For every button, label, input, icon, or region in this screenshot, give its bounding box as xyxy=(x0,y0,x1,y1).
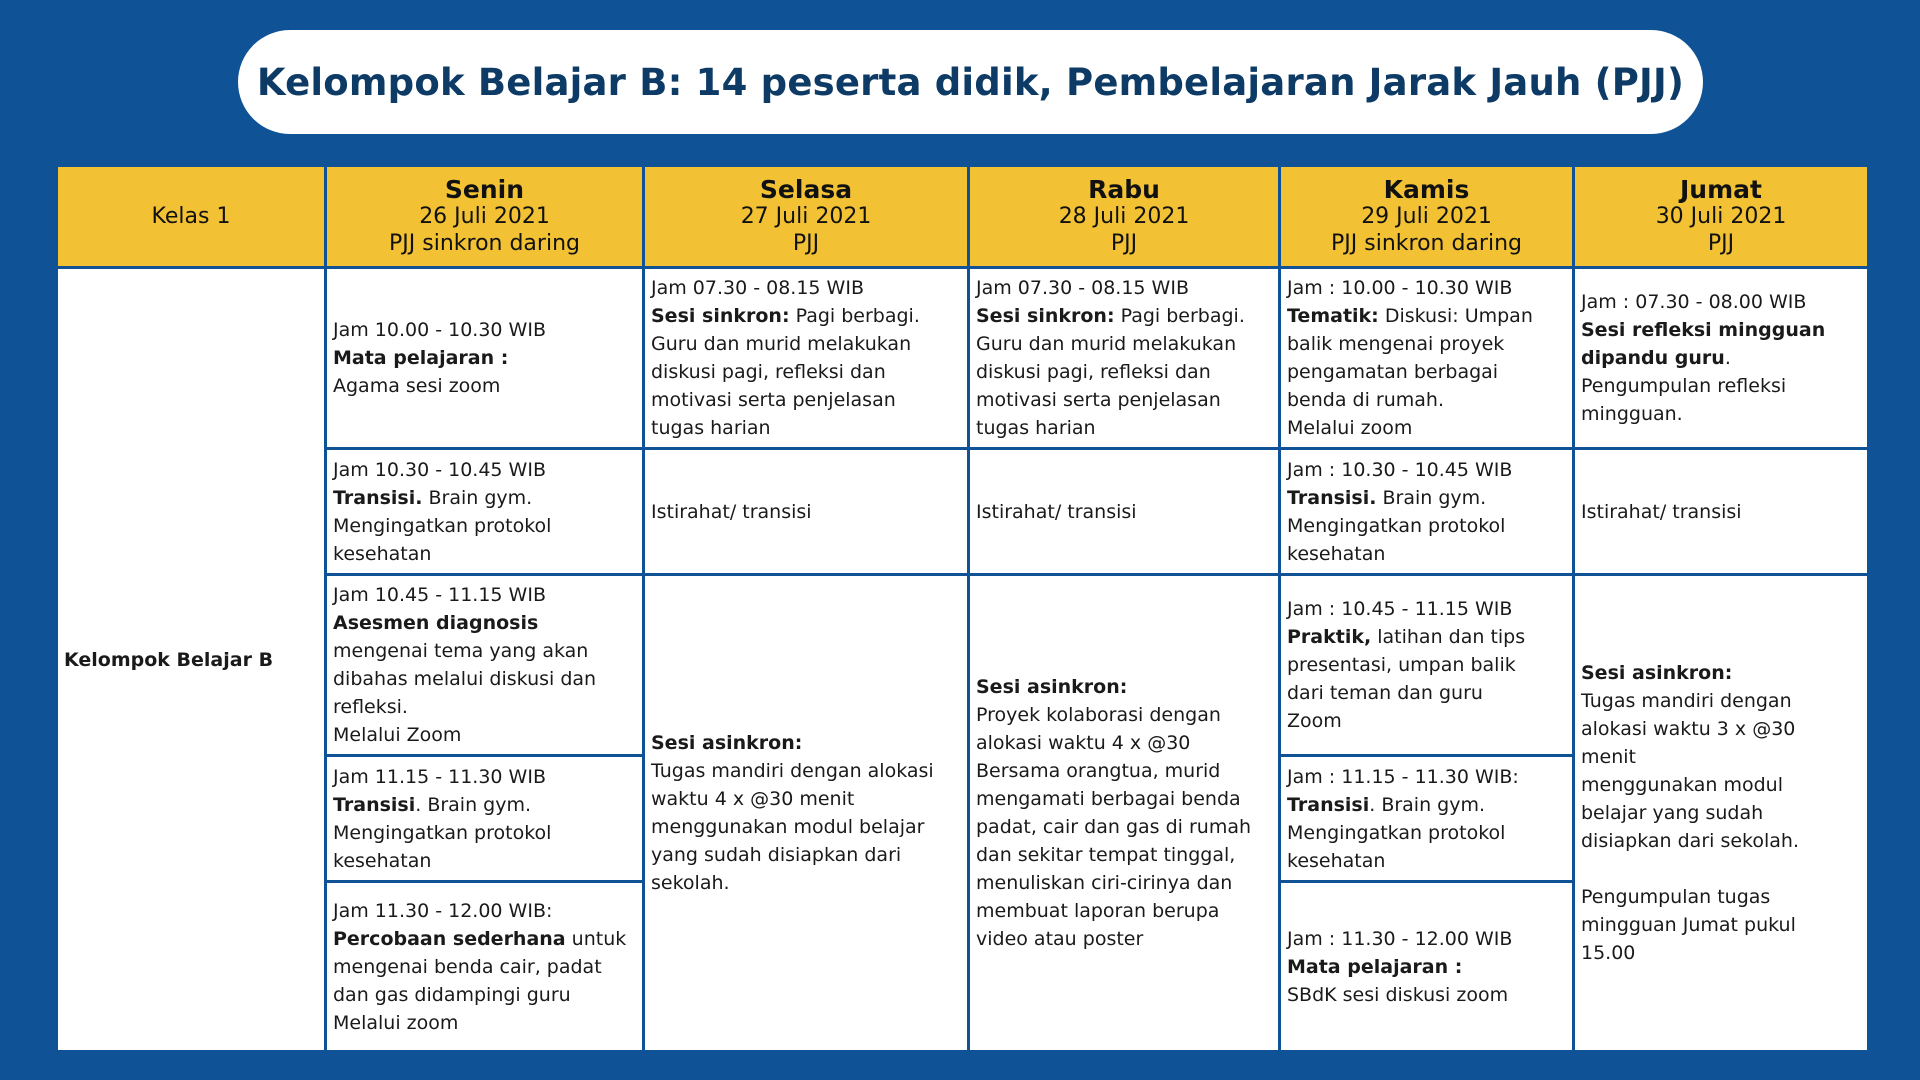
header-rabu xyxy=(969,166,1280,268)
cell-line-text: Jam 10.30 - 10.45 WIB xyxy=(333,458,546,481)
cell-line xyxy=(333,819,636,847)
cell-line xyxy=(651,386,961,414)
cell-line-text: sekolah. xyxy=(651,872,730,894)
cell-line-bold: Mata pelajaran : xyxy=(333,347,509,369)
cell-line-bold: Praktik, xyxy=(1287,626,1372,648)
cell-line xyxy=(1581,939,1861,967)
day-mode: PJJ xyxy=(1707,231,1735,256)
cell-line xyxy=(333,316,636,344)
cell-line xyxy=(1287,512,1566,540)
day-date: 28 Juli 2021 xyxy=(1058,204,1190,229)
cell-line xyxy=(976,813,1272,841)
cell-line-text: untuk xyxy=(565,927,627,950)
cell-line-bold: Sesi sinkron: xyxy=(651,305,790,327)
day-mode: PJJ xyxy=(792,231,820,256)
cell-line-text: yang sudah disiapkan dari xyxy=(651,844,902,866)
cell-line-text: alokasi waktu 3 x @30 xyxy=(1581,718,1796,740)
cell-line-text: Jam 10.00 - 10.30 WIB xyxy=(333,319,546,341)
cell-line xyxy=(1287,819,1566,847)
cell-line-text: mengenai tema yang akan xyxy=(333,640,589,662)
cell-line xyxy=(333,609,636,637)
cell-line xyxy=(1581,799,1861,827)
cell-line xyxy=(1287,679,1566,707)
cell-line-text: kesehatan xyxy=(1287,849,1386,872)
cell-line-text: mengenai benda cair, padat xyxy=(333,955,602,978)
cell-line-text: video atau poster xyxy=(976,928,1144,950)
cell-line-bold: Transisi xyxy=(1287,793,1370,816)
cell-line-text: Jam : 10.30 - 10.45 WIB xyxy=(1287,458,1513,481)
cell-line-text: Istirahat/ transisi xyxy=(651,500,812,523)
cell-rabu-1 xyxy=(969,268,1280,449)
cell-line-text: balik mengenai proyek xyxy=(1287,333,1505,355)
cell-line xyxy=(333,456,636,484)
cell-line xyxy=(976,897,1272,925)
cell-line-bold: Sesi asinkron: xyxy=(976,676,1128,698)
cell-senin-5 xyxy=(326,882,644,1052)
cell-line-text: diskusi pagi, refleksi dan xyxy=(976,361,1211,383)
cell-line xyxy=(333,981,636,1009)
cell-senin-3 xyxy=(326,575,644,756)
cell-line-text: Agama sesi zoom xyxy=(333,375,501,397)
cell-line-text: Melalui zoom xyxy=(1287,417,1413,439)
cell-line xyxy=(976,330,1272,358)
cell-line xyxy=(1581,771,1861,799)
cell-line-text: Guru dan murid melakukan xyxy=(651,333,912,355)
cell-line-bold: dipandu guru xyxy=(1581,347,1725,369)
cell-line xyxy=(333,581,636,609)
cell-line xyxy=(976,925,1272,953)
cell-line xyxy=(1581,743,1861,771)
cell-line-text: kesehatan xyxy=(333,849,432,872)
cell-line-text: refleksi. xyxy=(333,696,408,718)
cell-line xyxy=(976,274,1272,302)
cell-line xyxy=(333,540,636,568)
cell-kamis-3 xyxy=(1280,575,1574,756)
cell-line-text: dibahas melalui diskusi dan xyxy=(333,668,597,690)
cell-line xyxy=(1287,925,1566,953)
cell-line xyxy=(651,414,961,442)
cell-line-text: latihan dan tips xyxy=(1371,626,1526,648)
cell-kamis-2 xyxy=(1280,449,1574,575)
cell-line xyxy=(651,498,961,526)
day-name: Kamis xyxy=(1383,175,1470,204)
cell-line xyxy=(1581,659,1861,687)
cell-line-text: Jam : 11.30 - 12.00 WIB xyxy=(1287,927,1513,950)
cell-line xyxy=(976,785,1272,813)
cell-kamis-1 xyxy=(1280,268,1574,449)
cell-line-bold: Sesi sinkron: xyxy=(976,305,1115,327)
cell-line-text: 15.00 xyxy=(1581,942,1636,964)
day-mode: PJJ sinkron daring xyxy=(389,231,580,256)
cell-line xyxy=(1287,953,1566,981)
cell-line-text: kesehatan xyxy=(1287,542,1386,565)
cell-line-bold: Sesi asinkron: xyxy=(1581,662,1733,684)
day-date: 30 Juli 2021 xyxy=(1655,204,1787,229)
cell-line-text: dan gas didampingi guru xyxy=(333,983,571,1006)
schedule-table xyxy=(55,164,1870,1053)
cell-line-text: menit xyxy=(1581,746,1636,768)
cell-line xyxy=(976,841,1272,869)
cell-line xyxy=(1287,302,1566,330)
cell-line xyxy=(333,665,636,693)
cell-line-text: Jam : 10.45 - 11.15 WIB xyxy=(1287,598,1513,620)
cell-line xyxy=(333,847,636,875)
cell-line-text: Brain gym. xyxy=(422,486,533,509)
cell-jumat-1 xyxy=(1574,268,1869,449)
cell-line-text: . Brain gym. xyxy=(1369,793,1486,816)
cell-line-text: waktu 4 x @30 menit xyxy=(651,788,855,810)
cell-line-text: tugas harian xyxy=(976,417,1096,439)
cell-line xyxy=(333,344,636,372)
cell-line xyxy=(333,791,636,819)
cell-line-text: Mengingatkan protokol xyxy=(1287,514,1506,537)
cell-line xyxy=(1287,540,1566,568)
cell-line xyxy=(1581,316,1861,344)
header-row xyxy=(57,166,1869,268)
cell-line xyxy=(333,763,636,791)
cell-line-text: Pengumpulan refleksi xyxy=(1581,375,1787,397)
cell-line-text: dan sekitar tempat tinggal, xyxy=(976,844,1236,866)
cell-line xyxy=(1287,358,1566,386)
cell-line-text: mingguan Jumat pukul xyxy=(1581,914,1796,936)
cell-line xyxy=(1287,414,1566,442)
cell-line-text: presentasi, umpan balik xyxy=(1287,654,1516,676)
cell-line xyxy=(651,841,961,869)
cell-line xyxy=(1581,288,1861,316)
cell-line xyxy=(1287,847,1566,875)
cell-line xyxy=(333,897,636,925)
cell-line xyxy=(976,701,1272,729)
cell-jumat-3 xyxy=(1574,575,1869,1052)
cell-line-bold: Tematik: xyxy=(1287,305,1379,327)
header-selasa xyxy=(644,166,969,268)
day-date: 29 Juli 2021 xyxy=(1361,204,1492,229)
cell-line-text: Mengingatkan protokol xyxy=(1287,821,1506,844)
cell-senin-2 xyxy=(326,449,644,575)
cell-line-text: Proyek kolaborasi dengan xyxy=(976,704,1221,726)
day-mode: PJJ xyxy=(1110,231,1138,256)
cell-line xyxy=(333,512,636,540)
cell-line xyxy=(976,414,1272,442)
cell-line xyxy=(976,386,1272,414)
cell-line xyxy=(1581,911,1861,939)
cell-line xyxy=(1581,883,1861,911)
title-banner xyxy=(238,30,1703,134)
cell-line-text: Guru dan murid melakukan xyxy=(976,333,1237,355)
cell-line xyxy=(333,637,636,665)
cell-line-text: Jam : 11.15 - 11.30 WIB: xyxy=(1287,765,1519,788)
cell-line xyxy=(1287,791,1566,819)
cell-line-text: menggunakan modul xyxy=(1581,774,1783,796)
cell-line-bold: Sesi refleksi mingguan xyxy=(1581,319,1826,341)
cell-line-text: Jam 11.15 - 11.30 WIB xyxy=(333,765,546,788)
cell-line xyxy=(1287,981,1566,1009)
cell-line-text: Zoom xyxy=(1287,710,1342,732)
cell-line xyxy=(1287,651,1566,679)
schedule-row xyxy=(57,575,1869,756)
cell-line-text: Mengingatkan protokol xyxy=(333,514,552,537)
cell-selasa-1 xyxy=(644,268,969,449)
cell-line-bold: Transisi. xyxy=(1287,486,1377,509)
cell-senin-4 xyxy=(326,756,644,882)
cell-line-text: . xyxy=(1724,347,1731,369)
cell-line xyxy=(651,869,961,897)
day-name: Senin xyxy=(444,175,525,204)
cell-rabu-3 xyxy=(969,575,1280,1052)
cell-line xyxy=(651,757,961,785)
cell-line-text: Brain gym. xyxy=(1376,486,1487,509)
cell-line-text: kesehatan xyxy=(333,542,432,565)
cell-line xyxy=(651,785,961,813)
cell-line-text: dari teman dan guru xyxy=(1287,682,1483,704)
day-name: Rabu xyxy=(1088,175,1160,204)
cell-line-text: padat, cair dan gas di rumah xyxy=(976,816,1252,838)
cell-line xyxy=(976,729,1272,757)
cell-line-text: alokasi waktu 4 x @30 xyxy=(976,732,1191,754)
cell-line-text: . Brain gym. xyxy=(415,793,532,816)
cell-line-text: Pengumpulan tugas xyxy=(1581,886,1771,908)
cell-line-text: Jam : 07.30 - 08.00 WIB xyxy=(1581,291,1807,313)
cell-line-text: disiapkan dari sekolah. xyxy=(1581,830,1799,852)
cell-line xyxy=(333,484,636,512)
cell-line-text: menggunakan modul belajar xyxy=(651,816,925,838)
cell-line xyxy=(651,330,961,358)
header-senin xyxy=(326,166,644,268)
cell-line xyxy=(1581,372,1861,400)
cell-line xyxy=(1287,274,1566,302)
cell-line xyxy=(651,813,961,841)
day-name: Selasa xyxy=(759,175,853,204)
day-date: 26 Juli 2021 xyxy=(419,204,550,229)
cell-line-text: Jam 07.30 - 08.15 WIB xyxy=(976,277,1189,299)
cell-line-text: Diskusi: Umpan xyxy=(1378,305,1533,327)
day-name: Jumat xyxy=(1680,175,1762,204)
cell-line xyxy=(651,729,961,757)
header-kelas: Kelas 1 xyxy=(57,166,326,268)
cell-kamis-5 xyxy=(1280,882,1574,1052)
cell-line-bold: Percobaan sederhana xyxy=(333,927,566,950)
cell-line-text: Melalui zoom xyxy=(333,1011,459,1034)
cell-line xyxy=(333,1009,636,1037)
cell-line-text: belajar yang sudah xyxy=(1581,802,1764,824)
cell-line xyxy=(333,925,636,953)
schedule-row xyxy=(57,449,1869,575)
cell-selasa-2 xyxy=(644,449,969,575)
cell-line-text: Bersama orangtua, murid xyxy=(976,760,1221,782)
cell-line xyxy=(333,372,636,400)
cell-line xyxy=(976,757,1272,785)
header-kamis xyxy=(1280,166,1574,268)
cell-line xyxy=(976,673,1272,701)
day-mode: PJJ sinkron daring xyxy=(1331,231,1522,256)
cell-line-text: tugas harian xyxy=(651,417,771,439)
cell-line xyxy=(1287,330,1566,358)
cell-line-text: Istirahat/ transisi xyxy=(976,500,1137,523)
cell-senin-1 xyxy=(326,268,644,449)
cell-line xyxy=(1287,623,1566,651)
cell-line xyxy=(1581,687,1861,715)
cell-rabu-2 xyxy=(969,449,1280,575)
cell-line-text: SBdK sesi diskusi zoom xyxy=(1287,983,1509,1006)
cell-line-text: motivasi serta penjelasan xyxy=(651,389,896,411)
cell-line xyxy=(976,498,1272,526)
cell-line-bold: Transisi xyxy=(333,793,416,816)
cell-line-text: Mengingatkan protokol xyxy=(333,821,552,844)
cell-line xyxy=(1287,763,1566,791)
cell-line-text: Melalui Zoom xyxy=(333,724,462,746)
cell-line-text: diskusi pagi, refleksi dan xyxy=(651,361,886,383)
cell-line xyxy=(651,274,961,302)
cell-selasa-3 xyxy=(644,575,969,1052)
group-label: Kelompok Belajar B xyxy=(57,268,326,1052)
cell-line xyxy=(1287,707,1566,735)
cell-line xyxy=(651,302,961,330)
cell-line-text: Jam 07.30 - 08.15 WIB xyxy=(651,277,864,299)
page-title: Kelompok Belajar B: 14 peserta didik, Pembelajaran Jarak Jauh (PJJ) xyxy=(256,60,1685,104)
schedule-row xyxy=(57,268,1869,449)
cell-line-text: menuliskan ciri-cirinya dan xyxy=(976,872,1233,894)
cell-line xyxy=(1581,498,1861,526)
cell-line xyxy=(1581,827,1861,855)
cell-line xyxy=(1287,595,1566,623)
cell-kamis-4 xyxy=(1280,756,1574,882)
cell-jumat-2 xyxy=(1574,449,1869,575)
cell-line-text: Jam 11.30 - 12.00 WIB: xyxy=(333,899,553,922)
cell-line-text: mingguan. xyxy=(1581,403,1683,425)
cell-line xyxy=(1581,715,1861,743)
cell-line-text: Tugas mandiri dengan xyxy=(1581,690,1792,712)
cell-line xyxy=(976,358,1272,386)
cell-line xyxy=(333,693,636,721)
cell-line-text: Jam 10.45 - 11.15 WIB xyxy=(333,584,546,606)
cell-line-text: Pagi berbagi. xyxy=(789,305,920,327)
cell-line xyxy=(333,721,636,749)
cell-line xyxy=(976,302,1272,330)
cell-line xyxy=(1287,484,1566,512)
cell-line xyxy=(1287,456,1566,484)
cell-line-text: Tugas mandiri dengan alokasi xyxy=(651,760,934,782)
cell-line xyxy=(1581,344,1861,372)
cell-line xyxy=(333,953,636,981)
cell-line xyxy=(1287,386,1566,414)
cell-line-text: Pagi berbagi. xyxy=(1114,305,1245,327)
cell-line-bold: Transisi. xyxy=(333,486,423,509)
cell-line-text: Jam : 10.00 - 10.30 WIB xyxy=(1287,277,1513,299)
cell-line xyxy=(651,358,961,386)
cell-line xyxy=(1581,400,1861,428)
cell-line-bold: Sesi asinkron: xyxy=(651,732,803,754)
cell-line-text: benda di rumah. xyxy=(1287,389,1445,411)
cell-line-text: pengamatan berbagai xyxy=(1287,361,1499,383)
cell-line-bold: Asesmen diagnosis xyxy=(333,612,539,634)
day-date: 27 Juli 2021 xyxy=(740,204,872,229)
cell-line-text: membuat laporan berupa xyxy=(976,900,1220,922)
cell-line-text: Istirahat/ transisi xyxy=(1581,500,1742,523)
cell-line-text: motivasi serta penjelasan xyxy=(976,389,1221,411)
header-jumat xyxy=(1574,166,1869,268)
cell-line-bold: Mata pelajaran : xyxy=(1287,955,1463,978)
cell-line xyxy=(976,869,1272,897)
cell-line-text: mengamati berbagai benda xyxy=(976,788,1241,810)
line-gap xyxy=(1581,855,1861,883)
